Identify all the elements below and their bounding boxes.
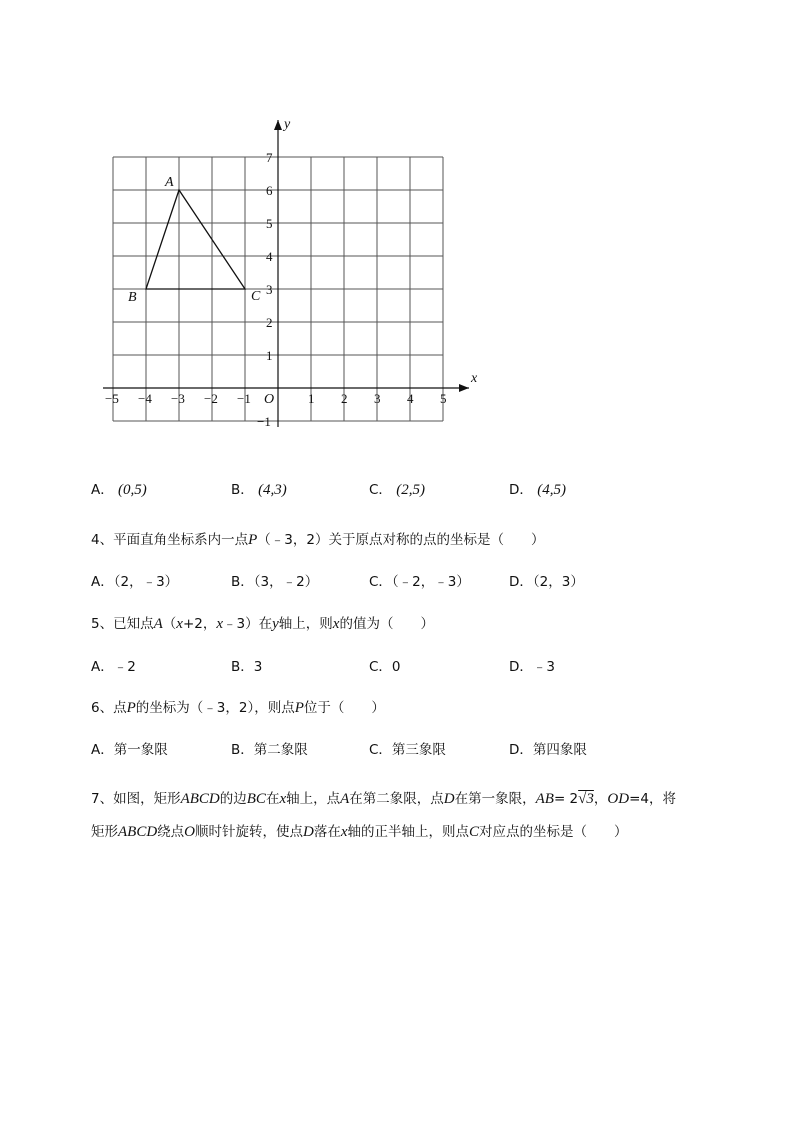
option-d[interactable]: D．第四象限 (509, 742, 587, 758)
question-7-line-2: 矩形ABCD绕点O顺时针旋转，使点D落在x轴的正半轴上，则点C对应点的坐标是（ ） (91, 824, 628, 840)
option-b[interactable]: B． (4,3) (231, 482, 287, 498)
coordinate-grid (98, 110, 478, 440)
vertex-label-c: C (251, 289, 261, 304)
x-tick-label: 2 (341, 391, 348, 406)
x-tick-label: −4 (138, 391, 152, 406)
y-tick-label: 4 (266, 249, 273, 264)
x-tick-label: −2 (204, 391, 218, 406)
q3-options (91, 478, 731, 502)
q4-options (91, 570, 731, 594)
y-tick-label: 2 (266, 315, 273, 330)
y-tick-label: 3 (266, 282, 273, 297)
q5-options (91, 655, 731, 679)
option-b[interactable]: B．（3，﹣2） (231, 574, 319, 590)
option-c[interactable]: C． (2,5) (369, 482, 425, 498)
option-d[interactable]: D． (4,5) (509, 482, 566, 498)
option-a[interactable]: A．（2，﹣3） (91, 574, 179, 590)
option-a[interactable]: A．第一象限 (91, 742, 168, 758)
question-6: 6、点P的坐标为（﹣3，2），则点P位于（ ） (91, 700, 385, 716)
option-d[interactable]: D．（2，3） (509, 574, 584, 590)
question-4: 4、平面直角坐标系内一点P（﹣3，2）关于原点对称的点的坐标是（ ） (91, 532, 545, 548)
y-axis-arrow (274, 120, 282, 130)
vertex-label-b: B (128, 290, 137, 305)
y-tick-label: 5 (266, 216, 273, 231)
option-d[interactable]: D．﹣3 (509, 659, 555, 675)
question-7-line-1: 7、如图，矩形ABCD的边BC在x轴上，点A在第二象限，点D在第一象限，AB= 2√3，OD=4，将 (91, 791, 676, 807)
option-c[interactable]: C．0 (369, 659, 401, 675)
x-axis-label: x (471, 371, 478, 386)
y-tick-label: 6 (266, 183, 273, 198)
x-axis-arrow (459, 384, 469, 392)
y-tick-label: 7 (266, 150, 273, 165)
x-tick-label: 5 (440, 391, 447, 406)
x-tick-label: 3 (374, 391, 381, 406)
x-tick-label: −3 (171, 391, 185, 406)
x-tick-label: −5 (105, 391, 119, 406)
option-a[interactable]: A． (0,5) (91, 482, 147, 498)
y-tick-label: −1 (257, 414, 271, 429)
vertex-label-a: A (165, 175, 174, 190)
x-tick-label: 1 (308, 391, 315, 406)
option-c[interactable]: C．第三象限 (369, 742, 446, 758)
coordinate-figure (98, 110, 478, 440)
q6-options (91, 738, 731, 762)
x-tick-label: 4 (407, 391, 414, 406)
x-tick-label: −1 (237, 391, 251, 406)
triangle-abc (146, 190, 245, 289)
option-a[interactable]: A．﹣2 (91, 659, 136, 675)
option-b[interactable]: B．3 (231, 659, 263, 675)
y-tick-label: 1 (266, 348, 273, 363)
origin-label: O (264, 392, 275, 407)
option-c[interactable]: C．（﹣2，﹣3） (369, 574, 470, 590)
option-b[interactable]: B．第二象限 (231, 742, 308, 758)
question-5: 5、已知点A（x+2，x﹣3）在y轴上，则x的值为（ ） (91, 616, 434, 632)
y-axis-label: y (284, 117, 291, 132)
